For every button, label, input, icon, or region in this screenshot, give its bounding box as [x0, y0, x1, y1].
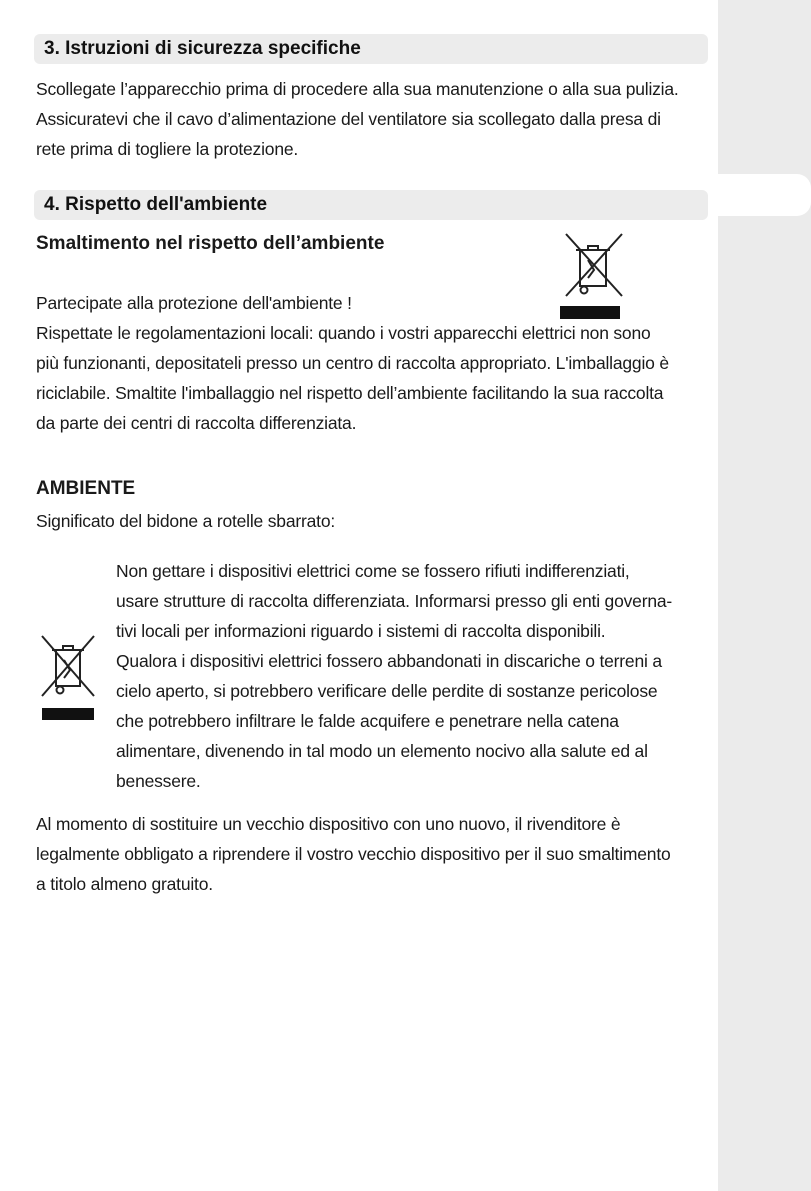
crossed-out-wheelie-bin-icon [38, 632, 100, 722]
paragraph-line: Rispettate le regolamentazioni locali: quando i vostri apparecchi elettrici non sono [36, 323, 651, 343]
section-4-title: 4. Rispetto dell'ambiente [44, 194, 268, 215]
ambiente-title: AMBIENTE [36, 478, 136, 499]
section-4-subtitle: Smaltimento nel rispetto dell’ambiente [36, 233, 385, 254]
paragraph-line: rete prima di togliere la protezione. [36, 139, 299, 159]
paragraph-line: riciclabile. Smaltite l'imballaggio nel rispetto dell’ambiente facilitando la sua raccolta [36, 383, 664, 403]
ambiente-closing [36, 809, 671, 899]
paragraph-line: cielo aperto, si potrebbero verificare delle perdite di sostanze pericolose [116, 681, 658, 701]
side-tab [701, 174, 811, 216]
ambiente-intro: Significato del bidone a rotelle sbarrato: [36, 511, 336, 531]
paragraph-line: da parte dei centri di raccolta differenziata. [36, 413, 357, 433]
paragraph-line: Al momento di sostituire un vecchio dispositivo con uno nuovo, il rivenditore è [36, 814, 621, 834]
section-3-body [36, 74, 679, 164]
paragraph-line: più funzionanti, depositateli presso un centro di raccolta appropriato. L'imballaggio è [36, 353, 669, 373]
section-4-header [34, 190, 708, 220]
paragraph-line: Non gettare i dispositivi elettrici come se fossero rifiuti indifferenziati, [116, 561, 630, 581]
section-3-title: 3. Istruzioni di sicurezza specifiche [44, 38, 361, 59]
paragraph-line: Assicuratevi che il cavo d’alimentazione del ventilatore sia scollegato dalla presa di [36, 109, 661, 129]
section-4-body [36, 288, 669, 438]
paragraph-line: a titolo almeno gratuito. [36, 874, 213, 894]
paragraph-line: tivi locali per informazioni riguardo i sistemi di raccolta disponibili. [116, 621, 606, 641]
paragraph-line: Qualora i dispositivi elettrici fossero abbandonati in discariche o terreni a [116, 651, 662, 671]
paragraph-line: legalmente obbligato a riprendere il vostro vecchio dispositivo per il suo smaltimento [36, 844, 671, 864]
intro-line: Partecipate alla protezione dell'ambiente ! [36, 293, 352, 313]
paragraph-line: Scollegate l’apparecchio prima di procedere alla sua manutenzione o alla sua pulizia. [36, 79, 679, 99]
paragraph-line: benessere. [116, 771, 201, 791]
section-3-header [34, 34, 708, 64]
paragraph-line: usare strutture di raccolta differenziata. Informarsi presso gli enti governa- [116, 591, 673, 611]
paragraph-line: alimentare, divenendo in tal modo un elemento nocivo alla salute ed al [116, 741, 648, 761]
ambiente-body [116, 556, 672, 796]
paragraph-line: che potrebbero infiltrare le falde acquifere e penetrare nella catena [116, 711, 619, 731]
